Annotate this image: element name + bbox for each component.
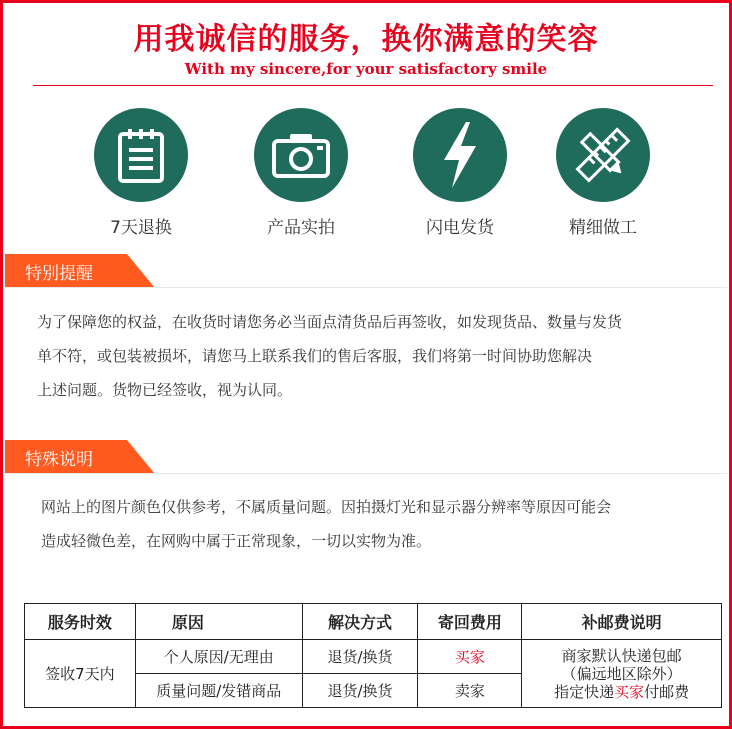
camera-icon [254, 108, 348, 202]
notice-line: 上述问题。货物已经签收，视为认同。 [37, 381, 293, 399]
postage-note-line: （偏远地区除外） [561, 664, 682, 683]
feature-label: 闪电发货 [426, 218, 494, 238]
notice-line: 单不符，或包装被损坏，请您马上联系我们的售后客服，我们将第一时间协助您解决 [37, 347, 593, 365]
notice-divider [5, 287, 727, 288]
clipboard-icon [94, 108, 188, 202]
feature-label: 精细做工 [569, 218, 637, 238]
special-banner [5, 440, 155, 474]
special-line: 网站上的图片颜色仅供参考，不属质量问题。因拍摄灯光和显示器分辨率等原因可能会 [41, 498, 612, 516]
header-cell: 原因 [135, 604, 302, 640]
postage-note-buyer: 买家 [614, 682, 645, 701]
special-divider [5, 473, 727, 474]
fee-cell: 买家 [418, 640, 522, 674]
notice-banner [5, 254, 155, 288]
solution-cell: 退货/换货 [302, 674, 418, 708]
postage-note-text: 付邮费 [644, 682, 690, 701]
header-cell: 寄回费用 [418, 604, 522, 640]
feature-real-photos [226, 108, 376, 238]
reason-cell: 质量问题/发错商品 [135, 674, 302, 708]
postage-note [522, 640, 722, 708]
header-cell: 解决方式 [302, 604, 418, 640]
service-period: 签收7天内 [25, 640, 136, 708]
notice-text [37, 305, 717, 407]
table-header-row [25, 604, 722, 640]
ruler-pencil-icon [556, 108, 650, 202]
title-divider [33, 85, 713, 86]
solution-cell: 退货/换货 [302, 640, 418, 674]
feature-7day-return [66, 108, 216, 238]
postage-note-text: 指定快递 [554, 682, 615, 701]
special-title: 特殊说明 [25, 450, 93, 470]
special-text [41, 490, 721, 558]
lightning-icon [413, 108, 507, 202]
feature-label: 产品实拍 [267, 218, 335, 238]
page-subtitle: With my sincere,for your satisfactory smile [184, 60, 548, 78]
notice-line: 为了保障您的权益，在收货时请您务必当面点清货品后再签收，如发现货品、数量与发货 [37, 313, 623, 331]
feature-label: 7天退换 [110, 218, 172, 238]
header-cell: 补邮费说明 [522, 604, 722, 640]
header-cell: 服务时效 [25, 604, 136, 640]
reason-cell: 个人原因/无理由 [135, 640, 302, 674]
postage-note-line: 商家默认快递包邮 [561, 646, 682, 665]
special-line: 造成轻微色差，在网购中属于正常现象，一切以实物为准。 [41, 532, 432, 550]
feature-fine-craft [528, 108, 678, 238]
feature-fast-shipping [385, 108, 535, 238]
notice-title: 特别提醒 [25, 264, 93, 284]
service-table [24, 603, 722, 708]
page-title: 用我诚信的服务，换你满意的笑容 [133, 22, 599, 57]
fee-cell: 卖家 [418, 674, 522, 708]
table-row [25, 640, 722, 674]
postage-note-line [522, 683, 721, 701]
